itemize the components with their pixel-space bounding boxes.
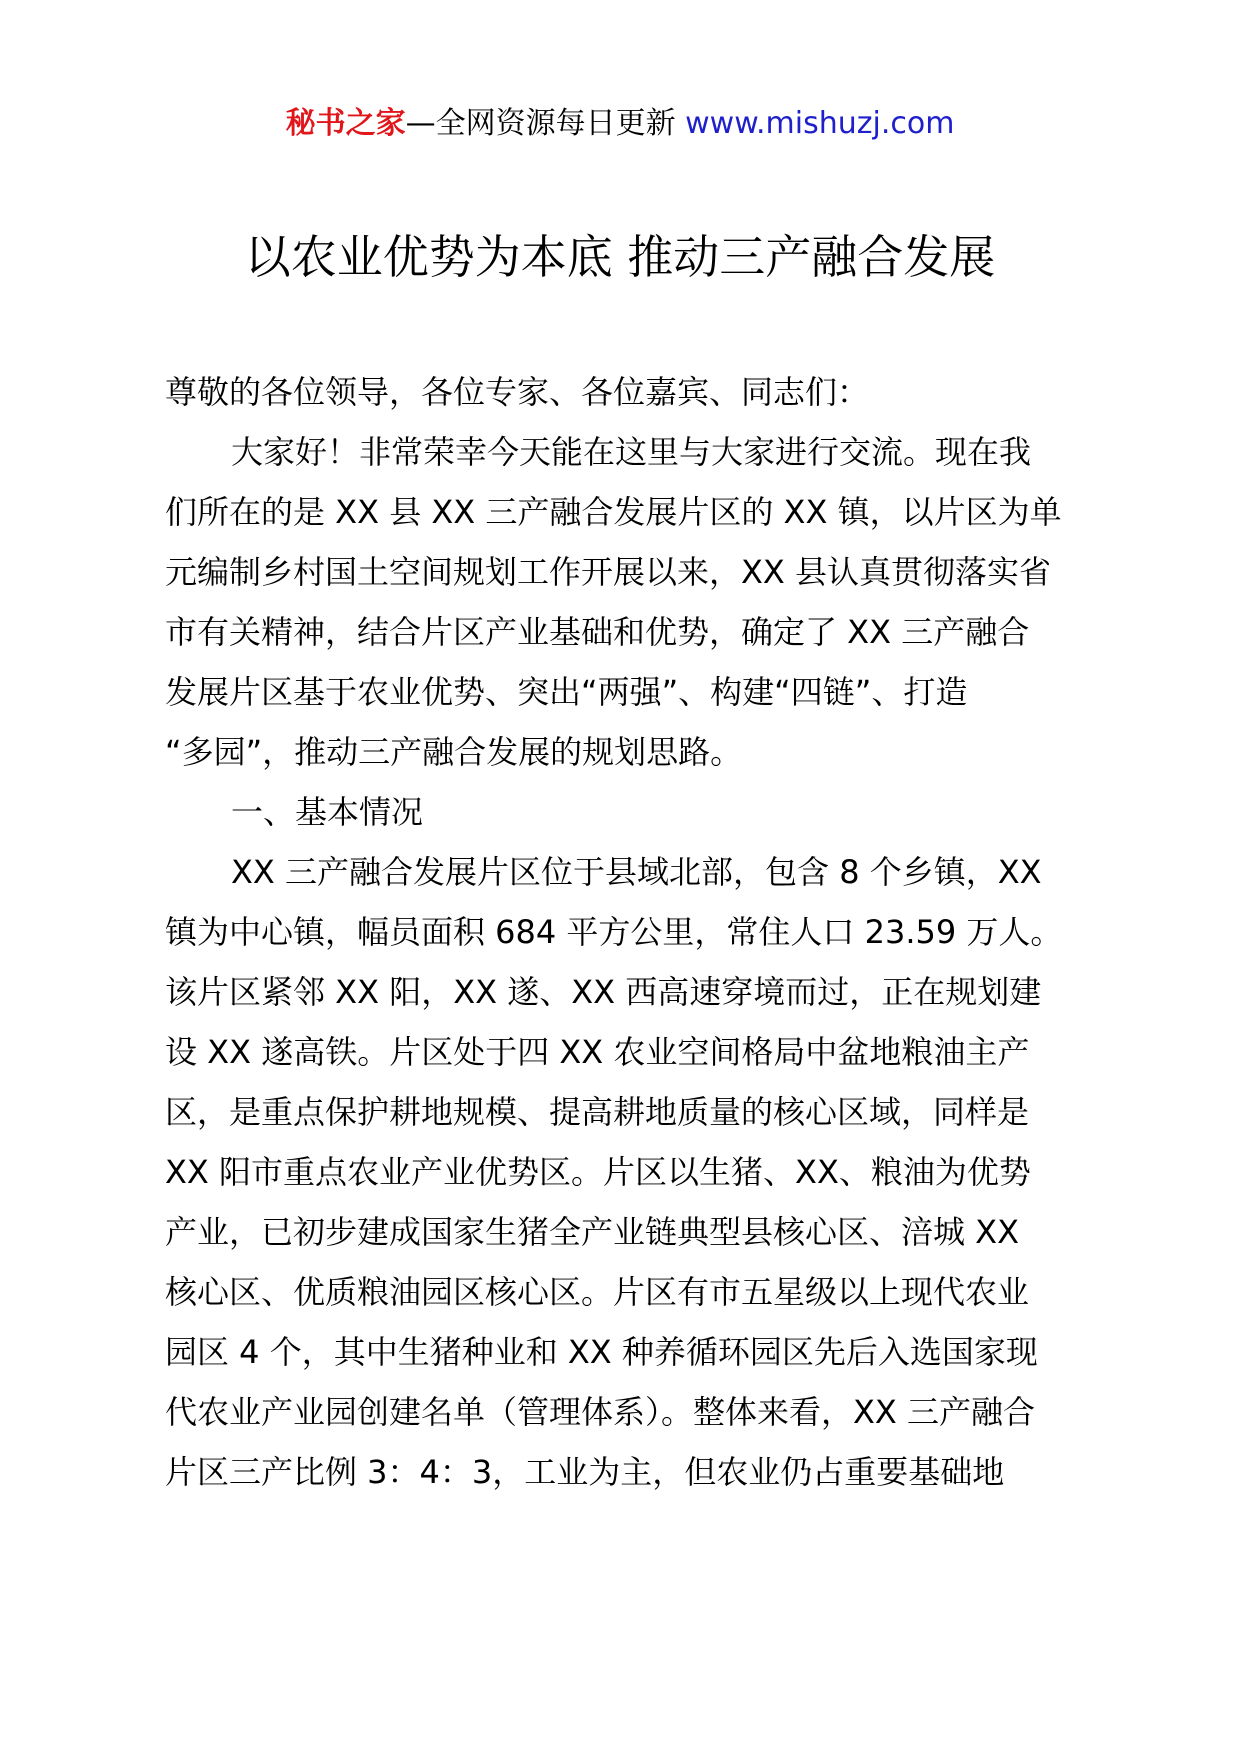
paragraph-line: 片区三产比例 3：4：3，工业为主，但农业仍占重要基础地: [165, 1453, 1005, 1491]
salutation-line: 尊敬的各位领导，各位专家、各位嘉宾、同志们：: [165, 373, 870, 411]
paragraph-line: XX 阳市重点农业产业优势区。片区以生猪、XX、粮油为优势: [165, 1153, 1031, 1191]
section-heading: 一、基本情况: [231, 793, 424, 831]
paragraph-line: 核心区、优质粮油园区核心区。片区有市五星级以上现代农业: [165, 1273, 1030, 1311]
paragraph-line: XX 三产融合发展片区位于县域北部，包含 8 个乡镇，XX: [231, 853, 1042, 891]
paragraph-line: 该片区紧邻 XX 阳，XX 遂、XX 西高速穿境而过，正在规划建: [165, 973, 1042, 1011]
paragraph-line: 发展片区基于农业优势、突出“两强”、构建“四链”、打造: [165, 673, 968, 711]
paragraph-line: 区，是重点保护耕地规模、提高耕地质量的核心区域，同样是: [165, 1093, 1030, 1131]
document-body: [165, 362, 1095, 1502]
paragraph-line: “多园”，推动三产融合发展的规划思路。: [165, 733, 743, 771]
document-title: 以农业优势为本底 推动三产融合发展: [244, 230, 996, 284]
paragraph-line: 产业，已初步建成国家生猪全产业链典型县核心区、涪城 XX: [165, 1213, 1020, 1251]
site-brand: 秘书之家: [285, 106, 406, 141]
site-tagline: —全网资源每日更新: [405, 106, 676, 141]
paragraph-line: 们所在的是 XX 县 XX 三产融合发展片区的 XX 镇，以片区为单: [165, 493, 1062, 531]
paragraph-line: 市有关精神，结合片区产业基础和优势，确定了 XX 三产融合: [165, 613, 1030, 651]
paragraph-line: 代农业产业园创建名单（管理体系）。整体来看，XX 三产融合: [165, 1393, 1036, 1431]
site-url-link[interactable]: www.mishuzj.com: [685, 106, 955, 141]
paragraph-line: 元编制乡村国土空间规划工作开展以来，XX 县认真贯彻落实省: [165, 553, 1052, 591]
paragraph-line: 园区 4 个，其中生猪种业和 XX 种养循环园区先后入选国家现: [165, 1333, 1038, 1371]
paragraph-line: 设 XX 遂高铁。片区处于四 XX 农业空间格局中盆地粮油主产: [165, 1033, 1030, 1071]
site-header: [0, 102, 1240, 146]
paragraph-line: 大家好！非常荣幸今天能在这里与大家进行交流。现在我: [231, 433, 1032, 471]
paragraph-line: 镇为中心镇，幅员面积 684 平方公里，常住人口 23.59 万人。: [165, 913, 1063, 951]
